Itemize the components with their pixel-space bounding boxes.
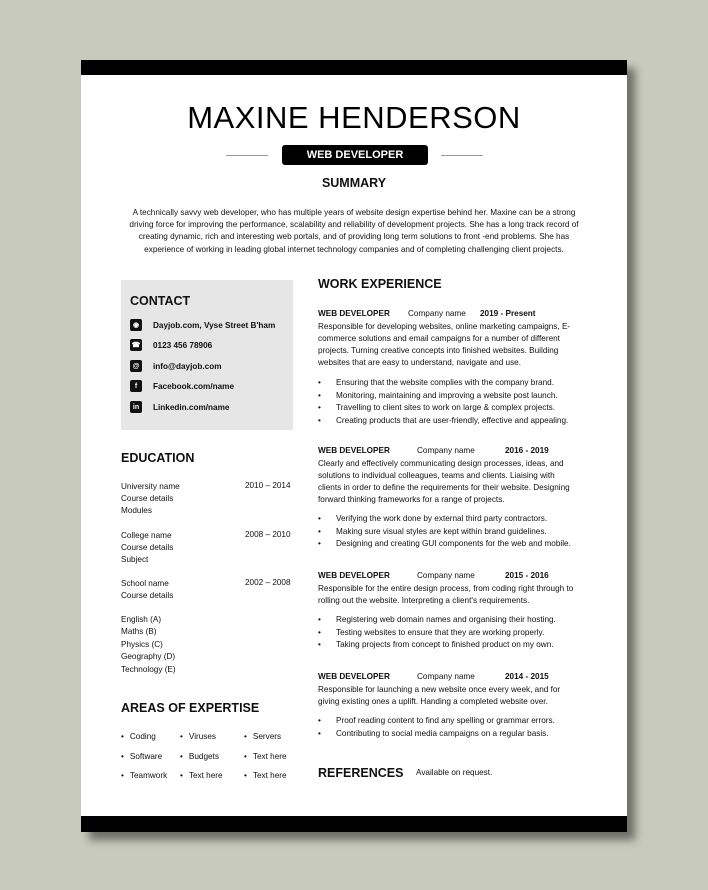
subject-list [121, 614, 176, 676]
contact-text: Dayjob.com, Vyse Street B'ham [153, 320, 276, 330]
job-bullet: • Ensuring that the website complies with the company brand. [318, 377, 598, 390]
email-icon: @ [130, 360, 142, 372]
subject-item: Maths (B) [121, 627, 157, 637]
job-bullet: • Testing websites to ensure that they are working properly. [318, 627, 598, 640]
subject-item: Physics (C) [121, 639, 163, 649]
job-bullet: • Monitoring, maintaining and improving a website post launch. [318, 390, 598, 403]
references-heading: REFERENCES [318, 766, 404, 780]
skill-item: • Viruses [180, 732, 216, 741]
job-description: Clearly and effectively communicating design processes, ideas, and solutions to individual colleagues, teams and clients. Liaising with clients in order to define the requirements for their website. Designing forward thinking frameworks for a range of projects. [318, 459, 570, 504]
skill-item: • Coding [121, 732, 156, 741]
job-description: Responsible for the entire design process, from coding right through to rolling out the website. Interpreting a client's requirements. [318, 584, 574, 605]
job-bullets [318, 715, 598, 740]
job-company: Company name [408, 309, 466, 318]
contact-text[interactable]: Linkedin.com/name [153, 402, 230, 412]
school-name: School name [121, 579, 169, 588]
job-bullet: • Travelling to client sites to work on large & complex projects. [318, 402, 598, 415]
education-line: Modules [121, 506, 152, 515]
subject-item: English (A) [121, 615, 162, 624]
job-title: WEB DEVELOPER [318, 446, 390, 455]
summary-text: A technically savvy web developer, who has multiple years of website design expertise behind her. Maxine can be a strong driving force for improving the performance, scalability and reliability of development projects. She has a long track record of creating dynamic, rich and interesting web portals, and of providing long term solutions to front -end problems. She has experience of working in leading global internet technology companies and of completing challenging client projects. [129, 208, 579, 254]
work-heading: WORK EXPERIENCE [318, 277, 442, 291]
education-entry [121, 530, 173, 566]
top-bar [81, 60, 627, 75]
job-bullet: • Proof reading content to find any spelling or grammar errors. [318, 715, 598, 728]
education-line: Course details [121, 543, 174, 552]
references-note: Available on request. [416, 768, 493, 777]
school-name: University name [121, 482, 180, 491]
summary-heading: SUMMARY [321, 176, 387, 190]
job-company: Company name [417, 571, 475, 580]
contact-linkedin[interactable] [130, 400, 229, 414]
job-description: Responsible for developing websites, online marketing campaigns, E-commerce solutions and email campaigns for a number of different projects. Turning creative concepts into finished websites. Building websites that are easy to understand, navigate and use. [318, 322, 571, 367]
contact-heading: CONTACT [130, 294, 191, 308]
bottom-bar [81, 816, 627, 832]
resume-page [81, 60, 627, 832]
skill-item: • Budgets [180, 752, 219, 761]
skill-item: • Text here [244, 771, 287, 780]
job-title: WEB DEVELOPER [318, 672, 390, 681]
education-line: Subject [121, 555, 149, 564]
job-bullet: • Designing and creating GUI components for the web and mobile. [318, 538, 598, 551]
skill-item: • Text here [180, 771, 223, 780]
job-title: WEB DEVELOPER [318, 309, 390, 318]
contact-text[interactable]: Facebook.com/name [153, 381, 234, 391]
role-badge: WEB DEVELOPER [282, 145, 428, 165]
job-bullets [318, 513, 598, 551]
contact-text: 0123 456 78906 [153, 340, 213, 350]
job-bullet: • Creating products that are user-friendly, effective and appealing. [318, 415, 598, 428]
skill-item: • Text here [244, 752, 287, 761]
contact-section [121, 280, 293, 430]
education-entry [121, 578, 173, 602]
job-dates: 2016 - 2019 [505, 446, 549, 455]
candidate-name: MAXINE HENDERSON [187, 100, 521, 135]
contact-address [130, 318, 275, 332]
job-dates: 2014 - 2015 [505, 672, 549, 681]
education-entry [121, 481, 180, 517]
divider-right [441, 155, 483, 156]
job-title: WEB DEVELOPER [318, 571, 390, 580]
subject-item: Geography (D) [121, 652, 176, 662]
skill-item: • Teamwork [121, 771, 167, 780]
phone-icon: ☎ [130, 339, 142, 351]
job-bullet: • Taking projects from concept to finished product on my own. [318, 639, 598, 652]
education-line: Course details [121, 591, 174, 600]
location-pin-icon: ◉ [130, 319, 142, 331]
education-years: 2010 – 2014 [245, 481, 291, 490]
contact-text[interactable]: info@dayjob.com [153, 361, 222, 371]
job-bullets [318, 614, 598, 652]
contact-facebook[interactable] [130, 379, 234, 393]
job-company: Company name [417, 446, 475, 455]
job-dates: 2015 - 2016 [505, 571, 549, 580]
skill-item: • Servers [244, 732, 281, 741]
job-bullet: • Contributing to social media campaigns on a regular basis. [318, 728, 598, 741]
job-bullet: • Making sure visual styles are kept within brand guidelines. [318, 526, 598, 539]
school-name: College name [121, 531, 172, 540]
facebook-icon: f [130, 380, 142, 392]
job-bullet: • Verifying the work done by external third party contractors. [318, 513, 598, 526]
job-dates: 2019 - Present [480, 309, 536, 318]
subject-item: Technology (E) [121, 664, 176, 674]
education-years: 2008 – 2010 [245, 530, 291, 539]
job-description: Responsible for launching a new website once every week, and for giving existing ones a uplift. Handing a completed website over. [318, 685, 561, 706]
job-bullets [318, 377, 598, 427]
education-heading: EDUCATION [121, 451, 195, 465]
linkedin-icon: in [130, 401, 142, 413]
job-company: Company name [417, 672, 475, 681]
expertise-heading: AREAS OF EXPERTISE [121, 701, 260, 715]
contact-email[interactable] [130, 359, 221, 373]
skill-item: • Software [121, 752, 162, 761]
contact-phone [130, 338, 212, 352]
education-years: 2002 – 2008 [245, 578, 291, 587]
divider-left [226, 155, 268, 156]
education-line: Course details [121, 494, 174, 503]
job-bullet: • Registering web domain names and organising their hosting. [318, 614, 598, 627]
